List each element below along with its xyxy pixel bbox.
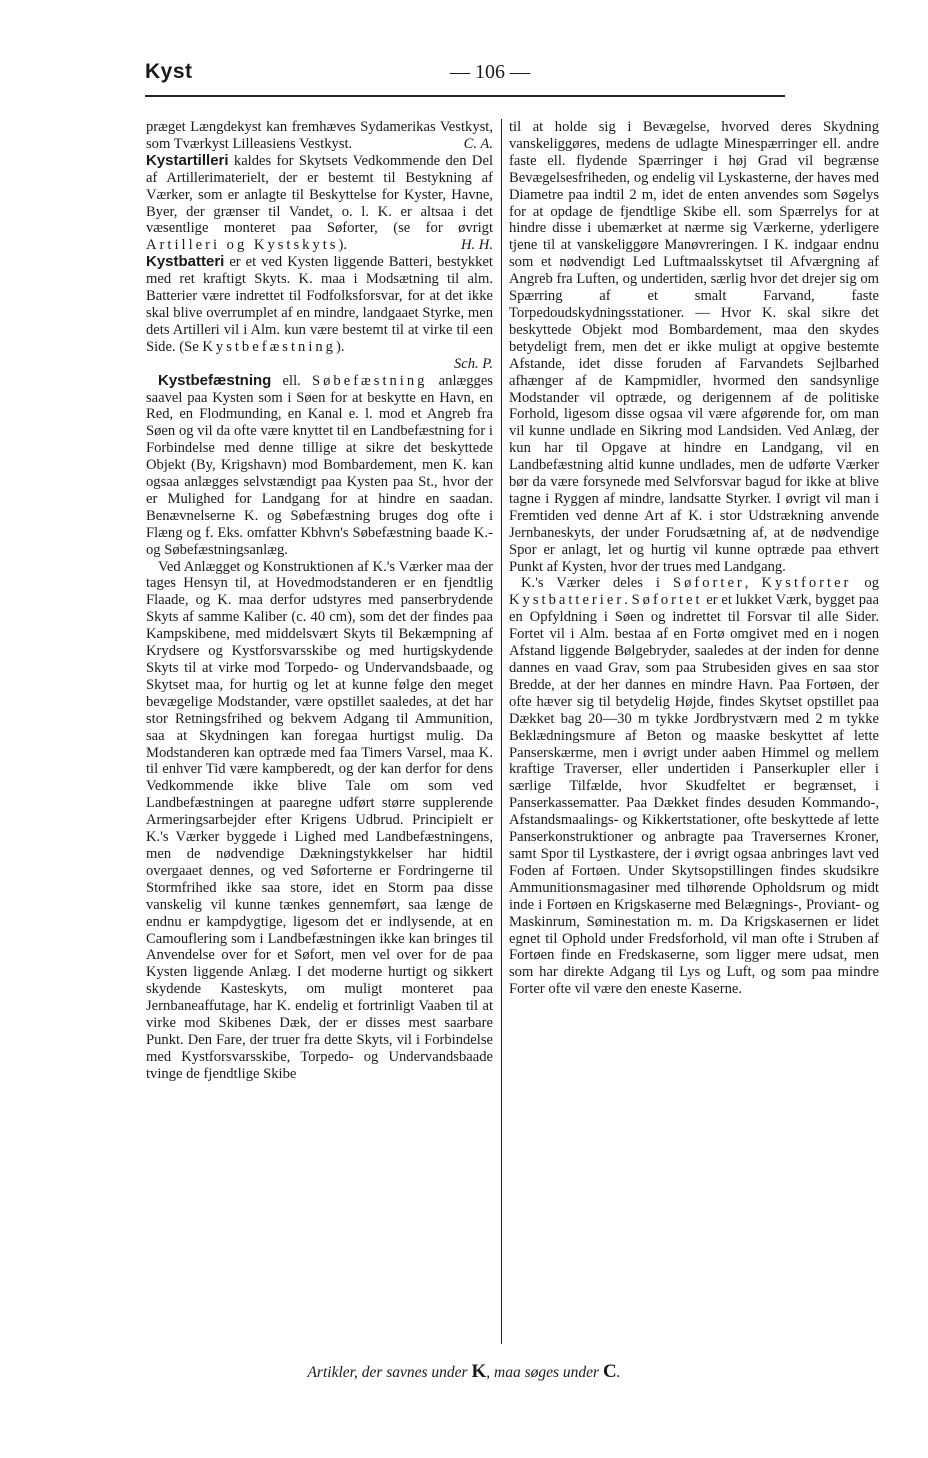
paragraph: til at holde sig i Bevægelse, hvorved deres Skydning vanskeliggøres, medens de udlagte Minespærringer ell. andre faste ell. flydende Spærringer i høj Grad vil begrænse Bevægelsesfriheden, og endelig vil Lyskasterne, der haves med Diametre paa indtil 2 m, idet de enten anvendes som Søgelys for at opdage de fjendtlige Skibe ell. som Spærrelys for at hindre disse i ubemærket at nærme sig Værkerne, yderligere tjene til at vanskeliggøre Manøvreringen. I K. indgaar endnu som et nødvendigt Led Luftmaalsskytset til Afværgning af Angreb fra Luften, og undertiden, særlig hvor det drejer sig om Spærring af et smalt Farvand, faste Torpedoudskydningsstationer. — Hvor K. skal sikre det beskyttede Objekt mod Bombardement, maa den skydes betydeligt frem, men det er ikke muligt at opgive bestemte Afstande, idet disse foruden af Farvandets Sejlbarhed afhænger af de Kampmidler, hvormed den sandsynlige Modstander vil optræde, og derigennem af de politiske Forhold, ligesom disse ogsaa vil være afgørende for, om man vil kunne undlade en Sikring mod Landsiden. Ved Anlæg, der kun har til Opgave at hindre en Landgang, vil en Landbefæstning altid kunne undlades, men de udførte Værker bør da være forsynede med Selvforsvar bagud for ikke at blive tagne i Ryggen af mindre, landsatte Styrker. I øvrigt vil man i Fremtiden ved denne Art af K. i stor Udstrækning anvende Jernbaneskyts, der under Forudsætning af, at de nødvendige Spor er anlagt, let og hurtig vil kunne optræde paa ethvert Punkt af Kysten, hvor der trues med Landgang.	[509, 119, 880, 575]
guide-word: Kyst	[145, 60, 193, 83]
paragraph	[509, 575, 879, 998]
entry-headword: Kystbatteri	[146, 253, 225, 271]
cross-reference: Søbefæstning	[312, 372, 428, 389]
footer-text: .	[616, 1364, 621, 1381]
author-signature: Sch. P.	[453, 355, 493, 372]
paragraph	[146, 119, 493, 153]
footer-note	[0, 1361, 928, 1383]
entry-text: ).	[335, 338, 345, 355]
cross-reference: Kystforter	[761, 575, 852, 592]
paragraph-text: K.'s Værker deles i	[521, 575, 673, 592]
entry-text: anlægges saavel paa Kysten som i Søen for at beskytte en Havn, en Red, en Flodmunding, en Kanal e. l. mod et Angreb fra Søen og vil da ofte være knyttet til en Landbefæstning for i Forbindelse med denne tillige at sikre det beskyttede Objekt (By, Krigshavn) mod Bombardement, men K. kan ogsaa anlægges selvstændigt paa Kysten paa St., hvor der er Mulighed for Landgang for at hindre en saadan. Benævnelserne K. og Søbefæstning bruges dog ofte i Flæng og f. Eks. omfatter Kbhvn's Søbefæstning baade K.- og Søbefæstningsanlæg.	[146, 372, 493, 558]
author-signature: C. A.	[463, 135, 493, 152]
footer-text: , maa søges under	[486, 1364, 603, 1381]
cross-reference: Artilleri og Kystskyts	[146, 237, 339, 254]
entry-text: kaldes for Skytsets Vedkommende den Del af Artillerimaterielt, der er bestemt til Bestykning af Værker, som er anlagte til Beskyttelse for Kyster, Havne, Byer, der grænser til Vandet, o. l. K. er altsaa i det væsentlige monteret paa Søforter, (se for øvrigt	[146, 152, 493, 237]
entry-text: ).	[338, 237, 347, 254]
paragraph-text: præget Længdekyst kan fremhæves Sydamerikas Vestkyst, som Tværkyst Lilleasiens Vestkyst.	[146, 119, 493, 152]
right-column	[509, 119, 879, 998]
paragraph-text: er et lukket Værk, bygget paa en Opfyldning i Søen og indrettet til Forsvar til alle Sider. Fortet vil i Alm. bestaa af en Fortø omgivet med en i nogen Afstand liggende Bølgebryder, saaledes at der inden for denne dannes en vaad Grav, som paa Strubesiden gives en saa stor Bredde, at der her dannes en mindre Havn. Paa Fortøen, der ofte hæver sig til betydelig Højde, findes Skytset opstillet paa Dækket bag 20—30 m tykke Jordbrystværn med 2 m tykke Beklædningsmure af Beton og maaske beskyttet af lette Panserskærme, men i øvrigt under aaben Himmel og mellem kraftige Traverser, eller undertiden i Panserkupler eller i særlige Tilfælde, hvor Skudfeltet er begrænset, i Panserkassematter. Paa Dækket findes desuden Kommando-, Afstandsmaalings- og Kikkertstationer, ofte beskyttede af lette Panserkonstruktioner og anbragte paa Traversernes Kroner, samt Spor til Lystkastere, der i øvrigt ogsaa anbringes lavt ved Foden af Fortøen. Under Skytsopstillingen findes skudsikre Ammunitionsmagasiner med tilhørende Opholdsrum og midt inde i Fortøen en Krigskaserne med Belægnings-, Proviant- og Maskinrum, Søminestation m. m. Da Krigskasernen er lidet egnet til Ophold under Fredsforhold, vil man ofte i Struben af Fortøen finde en Fredskaserne, som ligger mere udsat, men som har direkte Adgang til Lys og Luft, og som paa mindre Forter ofte vil være den eneste Kaserne.	[509, 592, 880, 998]
cross-reference: Kystbefæstning	[202, 338, 336, 355]
entry-kystartilleri	[146, 153, 493, 254]
paragraph-text: ,	[744, 575, 762, 592]
column-divider	[501, 119, 502, 1344]
entry-headword: Kystartilleri	[146, 151, 229, 169]
paragraph: Ved Anlægget og Konstruktionen af K.'s Værker maa der tages Hensyn til, at Hovedmodstanderen er en fjendtlig Flaade, og K. maa derfor udstyres med panserbrydende Skyts af samme Kaliber (c. 40 cm), som det der findes paa Kampskibene, med middelsvært Skyts til Bekæmpning af Krydsere og Kystforsvarsskibe og med hurtigskydende Skyts til at virke mod Torpedo- og Undervandsbaade, og Skytset maa, for hurtig og let at kunne følge den meget bevægelige Modstander, være opstillet saaledes, at det har stor Retningsfrihed og bekvem Adgang til Ammunition, saa at Skydningen kan foregaa hurtigst mulig. Da Modstanderen kan optræde med faa Timers Varsel, maa K. til enhver Tid være kampberedt, og der kan derfor for dens Vedkommende ikke blive Tale om som ved Landbefæstningen at paaregne udført større supplerende Armeringsarbejder efter Krigens Udbrud. Principielt er K.'s Værker byggede i Lighed med Landbefæstningens, men de nødvendige Dækningstykkelser har hidtil overgaaet dennes, og ved Søforterne er Fordringerne til Stormfrihed ikke saa store, idet en Storm paa disse vanskelig vil kunne tænkes gennemført, saa længe de endnu er kampdygtige, ligesom det er indlysende, at en Camouflering som i Landbefæstningen ikke kan bringes til Anvendelse over for et Søfort, men vel over for de paa Kysten liggende Anlæg. I det moderne hurtigt og sikkert skydende Kasteskyts, om muligt monteret paa Jernbaneaffutage, har K. endelig et fortrinligt Vaaben til at virke mod Skibenes Dæk, der er disses mest saarbare Punkt. Den Fare, der truer fra dette Skyts, vil i Forbindelse med Kystforsvarsskibe, Torpedo- og Undervandsbaade tvinge de fjendtlige Skibe	[146, 558, 493, 1082]
entry-headword: Kystbefæstning	[158, 371, 272, 389]
page-number: — 106 —	[450, 61, 530, 83]
entry-text: er et ved Kysten liggende Batteri, bestykket med ret kraftigt Skyts. K. maa i Modsætning til alm. Batterier være indrettet til Fodfolksforsvar, for at det ikke skal blive overrumplet af en mindre, landgaaet Styrke, men dets Artilleri vil i Alm. kun være bestemt til at virke til een Side. (Se	[146, 254, 493, 355]
footer-letter-k: K	[471, 1361, 487, 1382]
footer-letter-c: C	[602, 1361, 617, 1382]
cross-reference: Søforter	[672, 575, 745, 592]
footer-text: Artikler, der savnes under	[307, 1364, 472, 1381]
paragraph-text: og	[851, 575, 879, 592]
entry-text: ell.	[271, 372, 312, 389]
entry-kystbefaestning	[146, 373, 493, 559]
author-signature: H. H.	[460, 237, 493, 254]
page-header	[145, 60, 785, 96]
paragraph-text: .	[624, 592, 632, 609]
entry-kystbatteri	[146, 254, 493, 355]
left-column	[146, 119, 493, 1083]
cross-reference: Kystbatterier	[509, 592, 625, 609]
cross-reference: Søfortet	[631, 592, 703, 609]
header-rule	[145, 95, 785, 97]
